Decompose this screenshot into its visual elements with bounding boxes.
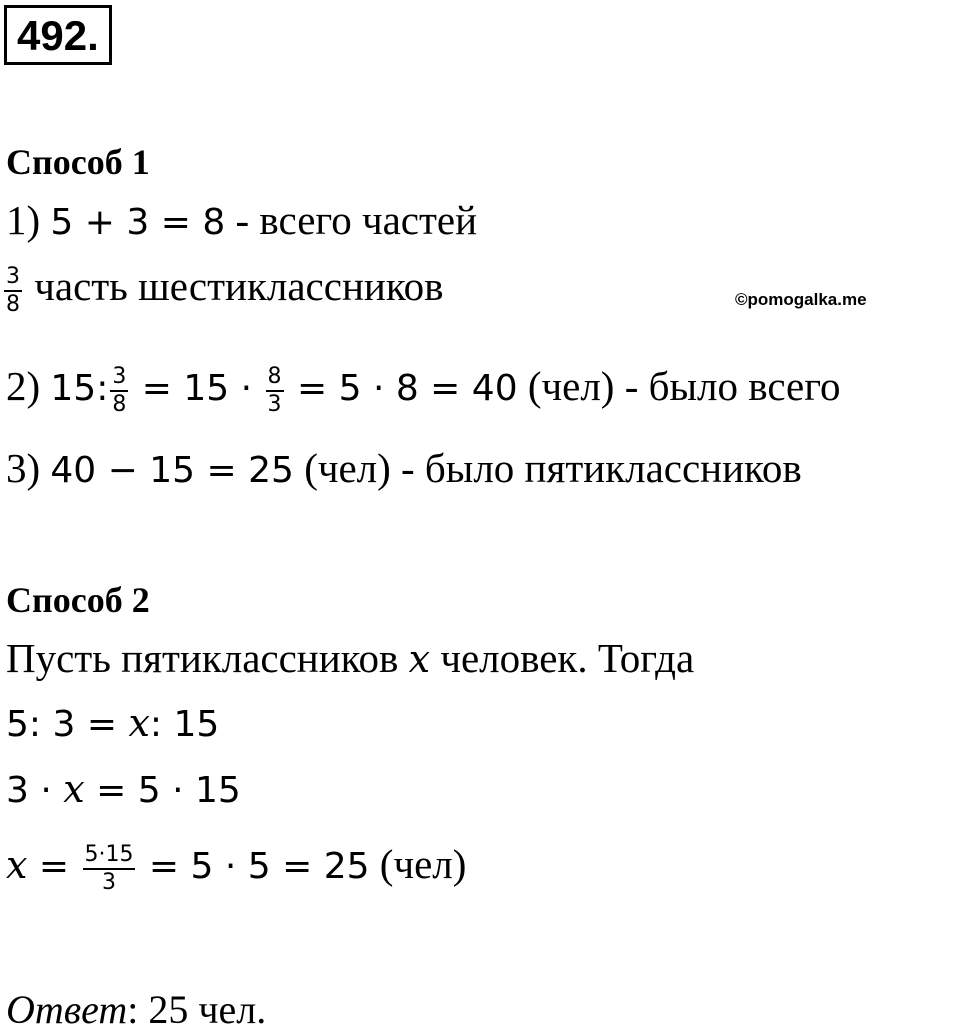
fraction-numerator: 5·15 [83, 843, 136, 870]
variable: x [408, 637, 431, 681]
fraction-numerator: 8 [266, 365, 284, 392]
math-expression: = 5 · 5 = 25 [137, 846, 370, 887]
step-prefix: 2) [6, 363, 51, 409]
math-expression: = 5 · 8 = 40 [285, 368, 518, 409]
math-expression: 40 − 15 = 25 [50, 450, 294, 491]
problem-number: 492. [4, 5, 112, 65]
math-expression: 5: 3 = [6, 704, 129, 745]
method-1-title: Способ 1 [6, 142, 150, 182]
fraction [83, 843, 136, 895]
method-2-line-3 [6, 764, 241, 815]
fraction [110, 365, 128, 417]
step-prefix: 1) [6, 197, 51, 243]
step-text: - всего частей [225, 197, 478, 243]
method-2-line-4 [6, 840, 466, 895]
method-1-fraction-line [2, 262, 444, 317]
math-expression: 3 · [6, 770, 64, 811]
variable: x [6, 843, 28, 887]
answer-value: : 25 чел. [127, 987, 267, 1032]
step-text: часть шестиклассников [24, 263, 444, 309]
step-text: (чел) - было всего [517, 363, 841, 409]
text: Пусть пятиклассников [6, 635, 409, 681]
fraction-numerator: 3 [110, 365, 128, 392]
text: человек. Тогда [430, 635, 695, 681]
variable: x [63, 767, 85, 811]
method-2-line-2 [6, 698, 219, 749]
math-expression: 15: [50, 368, 109, 409]
math-expression: = 15 · [130, 368, 264, 409]
watermark: ©pomogalka.me [735, 290, 867, 309]
method-1-step-1 [6, 196, 477, 247]
fraction-denominator: 3 [267, 391, 282, 417]
math-expression: : 15 [149, 704, 220, 745]
answer-label: Ответ [6, 987, 128, 1032]
variable: x [128, 701, 150, 745]
fraction-denominator: 8 [112, 391, 127, 417]
step-text: (чел) [369, 841, 467, 887]
step-text: (чел) - было пятиклассников [293, 445, 802, 491]
fraction-numerator: 3 [4, 265, 22, 292]
method-2-title: Способ 2 [6, 580, 150, 620]
math-expression: 5 + 3 = 8 [50, 202, 226, 243]
math-expression: = [27, 846, 81, 887]
fraction-denominator: 8 [6, 291, 20, 317]
fraction-denominator: 3 [101, 869, 116, 895]
fraction [4, 265, 22, 317]
method-1-step-2 [6, 362, 841, 417]
math-expression: = 5 · 15 [84, 770, 241, 811]
fraction [266, 365, 284, 417]
method-1-step-3 [6, 444, 802, 495]
method-2-line-1 [6, 634, 694, 683]
step-prefix: 3) [6, 445, 51, 491]
answer [6, 986, 266, 1034]
